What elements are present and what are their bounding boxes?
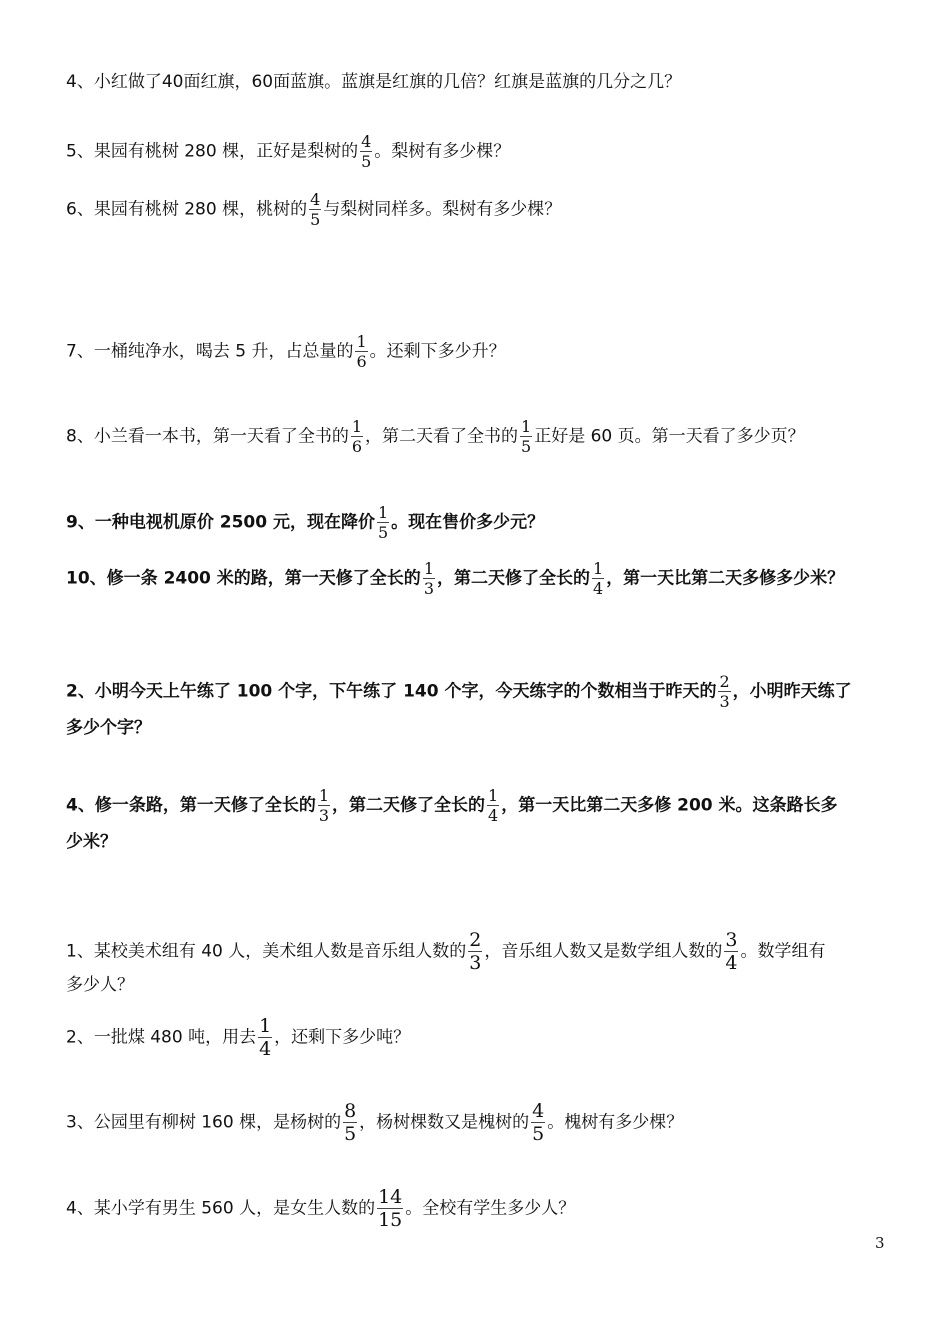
question-10 <box>66 559 896 598</box>
question-1c <box>66 929 896 995</box>
fraction <box>351 417 363 456</box>
question-text: 1、某校美术组有 40 人，美术组人数是音乐组人数的 <box>66 941 467 962</box>
fraction <box>318 786 330 825</box>
denominator: 5 <box>310 210 321 229</box>
denominator: 15 <box>378 1209 403 1231</box>
question-text: 8、小兰看一本书，第一天看了全书的 <box>66 426 349 447</box>
question-4c <box>66 1186 896 1231</box>
question-text: 2、一批煤 480 吨，用去 <box>66 1027 257 1048</box>
numerator: 3 <box>725 929 738 951</box>
question-text: 。全校有学生多少人？ <box>405 1198 576 1219</box>
question-7 <box>66 332 896 371</box>
denominator: 6 <box>356 352 367 371</box>
question-9 <box>66 503 896 542</box>
question-text: ，音乐组人数又是数学组人数的 <box>484 941 723 962</box>
numerator: 4 <box>532 1100 545 1122</box>
denominator: 4 <box>259 1038 272 1060</box>
question-text-line2: 少米？ <box>66 832 117 852</box>
question-text: ，还剩下多少吨？ <box>274 1027 411 1048</box>
fraction <box>520 417 532 456</box>
denominator: 4 <box>725 952 738 974</box>
question-text: ，杨树棵数又是槐树的 <box>359 1112 530 1133</box>
question-3c <box>66 1100 896 1145</box>
numerator: 8 <box>344 1100 357 1122</box>
question-text-line2: 多少个字？ <box>66 718 151 738</box>
fraction <box>360 132 372 171</box>
question-8 <box>66 417 896 456</box>
numerator: 1 <box>259 1015 272 1037</box>
question-text: ，第二天修了全长的 <box>437 568 590 589</box>
question-text: 2、小明今天上午练了 100 个字，下午练了 140 个字，今天练字的个数相当于昨天的 <box>66 681 717 702</box>
denominator: 5 <box>377 523 389 542</box>
question-text: 。还剩下多少升？ <box>369 341 506 362</box>
question-5a <box>66 132 896 171</box>
question-text: 。现在售价多少元？ <box>391 512 545 533</box>
numerator: 14 <box>378 1186 403 1208</box>
question-text: 。数学组有 <box>740 941 826 962</box>
question-text: 10、修一条 2400 米的路，第一天修了全长的 <box>66 568 421 589</box>
fraction <box>258 1015 272 1060</box>
question-text: 正好是 60 页。第一天看了多少页？ <box>534 426 805 447</box>
denominator: 3 <box>469 952 482 974</box>
numerator: 4 <box>310 190 321 209</box>
numerator: 1 <box>318 786 330 805</box>
fraction <box>423 559 435 598</box>
question-4a <box>66 70 896 94</box>
question-text: 3、公园里有柳树 160 棵，是杨树的 <box>66 1112 342 1133</box>
question-6a <box>66 190 896 229</box>
question-4b <box>66 786 896 852</box>
question-text: 4、某小学有男生 560 人，是女生人数的 <box>66 1198 376 1219</box>
question-text: 。梨树有多少棵？ <box>374 141 511 162</box>
denominator: 6 <box>351 437 363 456</box>
numerator: 2 <box>719 672 730 691</box>
question-text: 4、小红做了40面红旗，60面蓝旗。蓝旗是红旗的几倍？红旗是蓝旗的几分之几？ <box>66 72 682 92</box>
denominator: 3 <box>318 806 330 825</box>
numerator: 1 <box>356 332 367 351</box>
numerator: 1 <box>593 559 604 578</box>
question-text-line2: 多少人？ <box>66 975 134 995</box>
question-text: 9、一种电视机原价 2500 元，现在降价 <box>66 512 375 533</box>
fraction <box>377 503 389 542</box>
question-text: ，第一天比第二天多修多少米？ <box>606 568 845 589</box>
numerator: 1 <box>423 559 434 578</box>
numerator: 1 <box>377 503 389 522</box>
page-number: 3 <box>875 1234 885 1252</box>
numerator: 1 <box>351 417 363 436</box>
fraction <box>343 1100 357 1145</box>
question-text: 7、一桶纯净水，喝去 5 升，占总量的 <box>66 341 354 362</box>
question-text: 5、果园有桃树 280 棵，正好是梨树的 <box>66 141 359 162</box>
question-text: ，第二天看了全书的 <box>365 426 519 447</box>
question-2b <box>66 672 896 738</box>
numerator: 1 <box>521 417 532 436</box>
numerator: 2 <box>469 929 482 951</box>
fraction <box>377 1186 403 1231</box>
denominator: 5 <box>521 437 532 456</box>
denominator: 3 <box>423 579 434 598</box>
question-text: 4、修一条路，第一天修了全长的 <box>66 795 316 816</box>
fraction <box>309 190 321 229</box>
fraction <box>718 672 730 711</box>
denominator: 3 <box>719 692 730 711</box>
question-2c <box>66 1015 896 1060</box>
fraction <box>355 332 367 371</box>
denominator: 5 <box>361 152 372 171</box>
fraction <box>724 929 738 974</box>
denominator: 5 <box>344 1123 357 1145</box>
fraction <box>592 559 604 598</box>
denominator: 5 <box>532 1123 545 1145</box>
question-text: ，第二天修了全长的 <box>332 795 486 816</box>
question-text: 。槐树有多少棵？ <box>547 1112 684 1133</box>
fraction <box>531 1100 545 1145</box>
question-text: ，第一天比第二天多修 200 米。这条路长多 <box>501 795 838 816</box>
question-text: 6、果园有桃树 280 棵，桃树的 <box>66 199 308 220</box>
question-text: ，小明昨天练了 <box>732 681 852 702</box>
denominator: 4 <box>593 579 604 598</box>
numerator: 1 <box>488 786 499 805</box>
denominator: 4 <box>488 806 499 825</box>
numerator: 4 <box>361 132 372 151</box>
question-text: 与梨树同样多。梨树有多少棵？ <box>323 199 562 220</box>
fraction <box>487 786 499 825</box>
fraction <box>468 929 482 974</box>
